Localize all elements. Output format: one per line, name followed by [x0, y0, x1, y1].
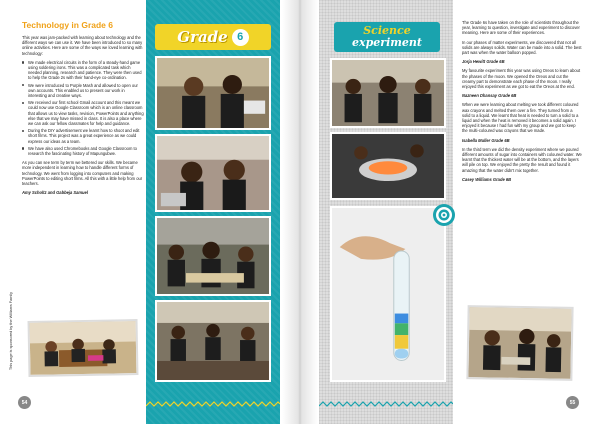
photo-melting-experiment [330, 132, 446, 200]
article-intro: This year was jam-packed with learning about technology and the different ways we can use it. We have been introduced to so many online activities. Here are some of the ways we loved learning with technology: [22, 35, 143, 56]
page-number-right: 55 [566, 396, 579, 409]
sponsor-note: This page is sponsored by the Williams Family [9, 292, 13, 371]
page-number-left: 54 [18, 396, 31, 409]
photo-girls-laptop [155, 134, 271, 212]
banner-line-experiment: experiment [352, 36, 422, 49]
grade-banner-label: Grade [177, 28, 228, 46]
right-article [462, 20, 582, 186]
bullet-item: We have also used Chromebooks and Google Classroom to research the fascinating history of Mapungubwe. [22, 146, 144, 156]
bullet-item: We made electrical circuits in the form of a steady-hand game using soldering irons. This was a complicated task which needed planning, research and patience. They were then used to help the Grade 2s with their hand-eye co-ordination. [22, 60, 144, 81]
photo-girls-science [330, 58, 446, 128]
science-author: Isabella Muller Grade 6B [462, 137, 510, 143]
article-outro: As you can see term by term we bettered our skills. We became more independent in learning how to handle different forms of technology. We went from logging into computers and making PowerPoints to editing short films. All this with a little help from our teachers. [22, 160, 143, 187]
bullet-item: During the DIY advertisement we learnt how to shoot and edit short films. This project was a great experience as we could express our ideas as a team. [22, 128, 144, 144]
photo-lab-students [468, 307, 571, 379]
photo-classroom-students [30, 321, 137, 375]
inset-photo-classroom [28, 319, 139, 377]
bullet-list [22, 60, 144, 156]
science-para: When we were learning about melting we took different coloured wax crayons and melted them over a fire. They turned from a solid to a liquid. We learnt that heat is needed to turn a solid to a liquid and when the heat is removed it becomes a solid again. I enjoyed it because I had fun with my group and we got to keep the multi-coloured wax crayons that we made. [462, 102, 579, 134]
article-heading: Technology in Grade 6 [22, 20, 113, 30]
bullet-item: We were introduced to Purple Mash and allowed to open our own accounts. This enabled us to present our work in interesting and creative ways. [22, 83, 144, 99]
science-author: Casey Williams Grade 6B [462, 176, 512, 182]
photo-density-test-tube [330, 206, 446, 382]
photo-classroom-group [155, 300, 271, 382]
zigzag-border-right [319, 400, 453, 408]
science-para: In the third term we did the density experiment where we poured different amounts of sugar into containers with coloured water. We learnt that the thickest water will be at the bottom, and the layers will pile on top. We enjoyed the pretty the result and found it amazing that the water didn't mix together. [462, 146, 582, 173]
photo-students-circuits [155, 216, 271, 296]
science-experiment-banner [334, 22, 440, 52]
science-author: Jorja Hewitt Grade 6B [462, 59, 505, 65]
photo-girls-classroom [155, 56, 271, 130]
science-author: Nazneen Dhansay Grade 6B [462, 93, 517, 99]
zigzag-border-left [146, 400, 280, 408]
grade-number-badge: 6 [232, 29, 249, 46]
science-para: In our phases of matter experiments, we discovered that not all solids are always solids. Water can be made into a solid. The best part was when the water balloon popped. [462, 39, 582, 56]
inset-photo-lab [466, 305, 573, 381]
science-intro: The Grade 6s have taken on the role of scientists throughout the year, learning to question, investigate and experiment to discover meaning. Here are some of their experiences. [462, 20, 580, 36]
article-author: Amy Scholtz and Gabbeja Samuel [22, 190, 88, 196]
science-para: My favourite experiment this year was using Oreos to learn about the phases of the moon. We opened the Oreos and cut the creamy part to demonstrate each phase of the moon. I really enjoyed this experiment as we got to eat the Oreos at the end. [462, 68, 581, 90]
grade-6-banner [155, 24, 271, 50]
target-icon [432, 203, 456, 227]
left-article [22, 20, 144, 199]
banner-line-science: Science [363, 24, 411, 37]
bullet-item: We received our first school Gmail account and this meant we could now use Google Classroom which is an online classroom that allows us to view tasks, revision, PowerPoints and anything else that we may have missed in class. It is also a place where we can ask our fellow classmates for help and guidance. [22, 100, 144, 126]
